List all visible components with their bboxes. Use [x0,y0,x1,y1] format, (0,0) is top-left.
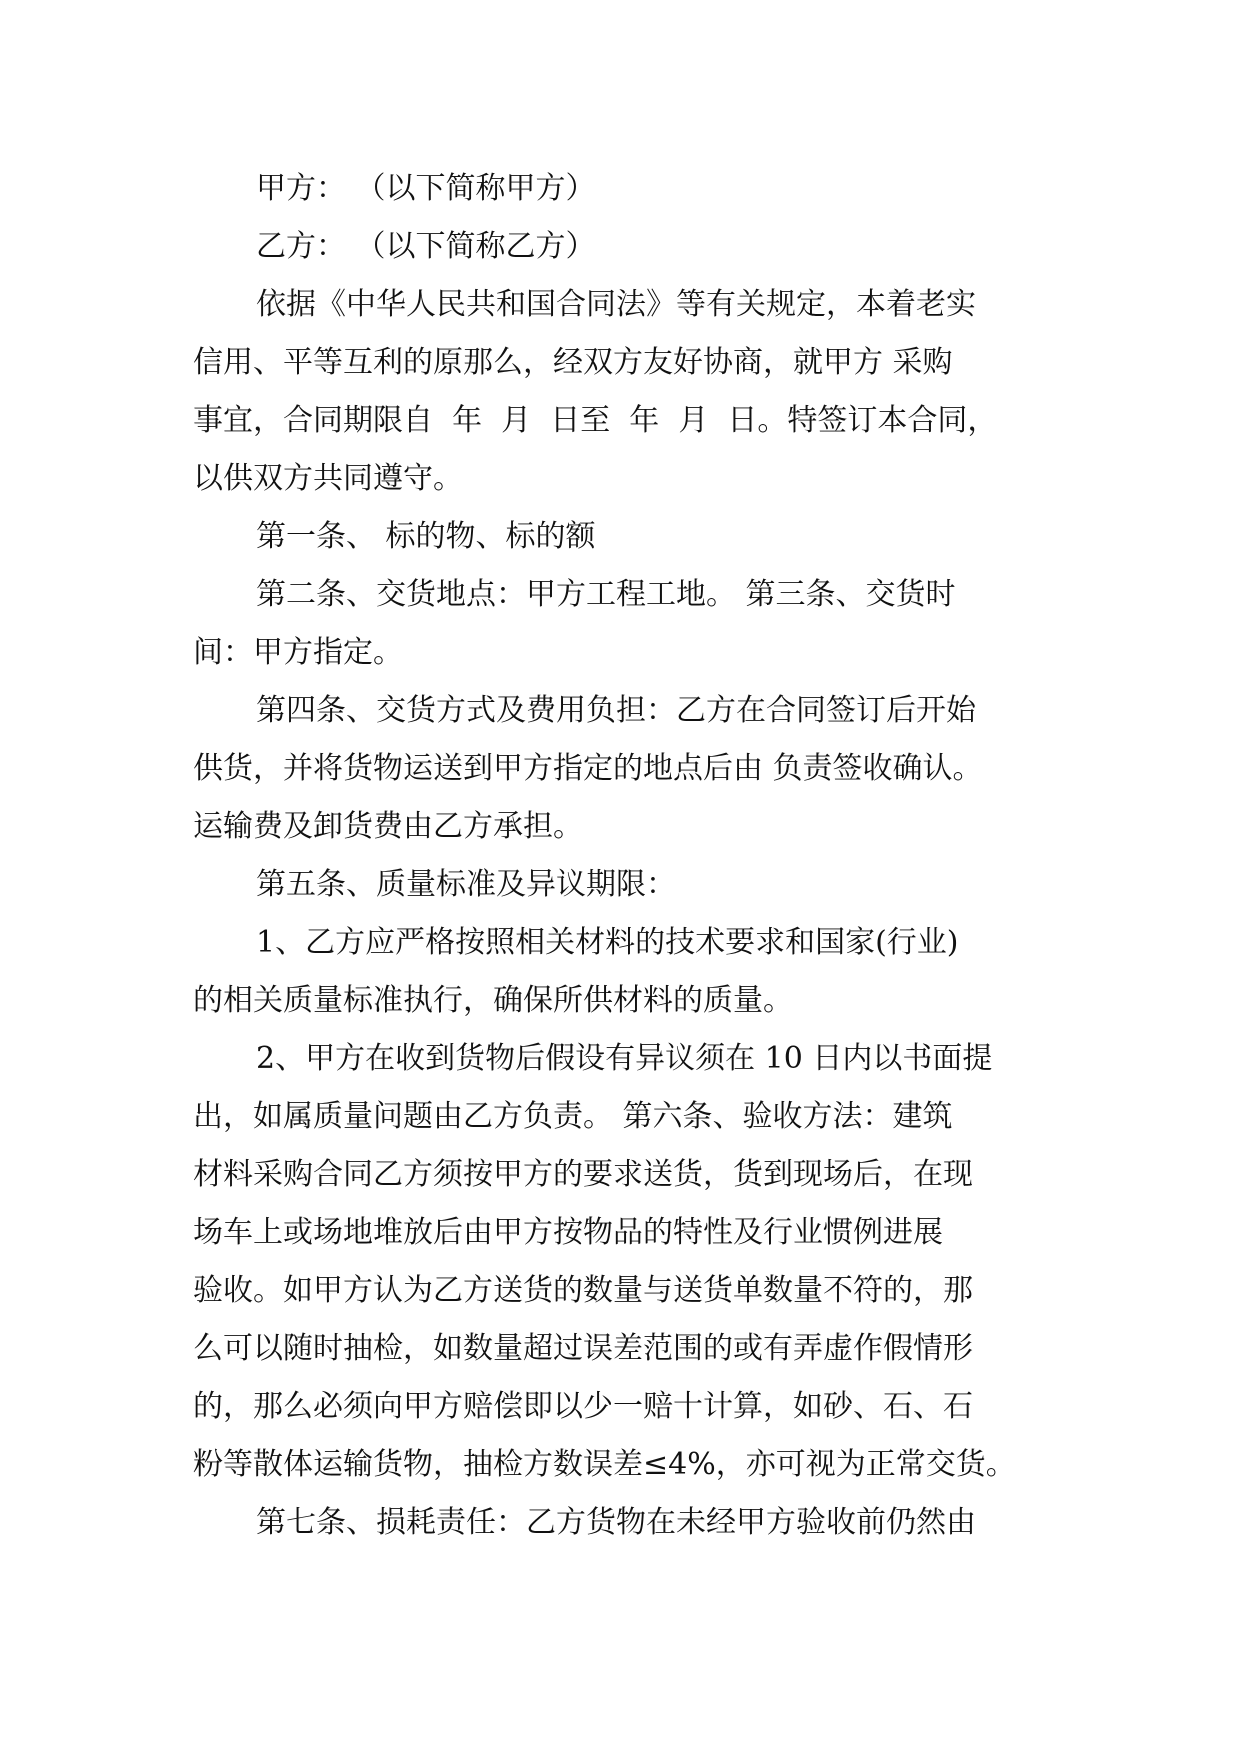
article-6-line-7: 粉等散体运输货物，抽检方数误差≤4%，亦可视为正常交货。 [193,1447,1016,1482]
preamble-line-3: 事宜，合同期限自 年 月 日至 年 月 日。特签订本合同， [193,403,998,438]
preamble-line-4: 以供双方共同遵守。 [193,461,463,496]
article-6-line-1: 出，如属质量问题由乙方负责。 第六条、验收方法：建筑 [193,1099,953,1134]
article-1-line: 第一条、 标的物、标的额 [256,519,596,554]
article-6-line-2: 材料采购合同乙方须按甲方的要求送货，货到现场后，在现 [193,1157,973,1192]
preamble-line-2: 信用、平等互利的原那么，经双方友好协商，就甲方 采购 [193,345,953,380]
article-6-line-6: 的，那么必须向甲方赔偿即以少一赔十计算，如砂、石、石 [193,1389,973,1424]
article-7-line-1: 第七条、损耗责任：乙方货物在未经甲方验收前仍然由 [256,1505,976,1540]
article-5-item-2-line-1: 2、甲方在收到货物后假设有异议须在 10 日内以书面提 [256,1041,993,1076]
article-6-line-3: 场车上或场地堆放后由甲方按物品的特性及行业惯例进展 [193,1215,943,1250]
article-2-line-1: 第二条、交货地点：甲方工程工地。 第三条、交货时 [256,577,956,612]
article-4-line-2: 供货，并将货物运送到甲方指定的地点后由 负责签收确认。 [193,751,983,786]
preamble-line-1: 依据《中华人民共和国合同法》等有关规定，本着老实 [256,287,976,322]
article-3-line-2: 间：甲方指定。 [193,635,403,670]
article-4-line-3: 运输费及卸货费由乙方承担。 [193,809,583,844]
article-4-line-1: 第四条、交货方式及费用负担：乙方在合同签订后开始 [256,693,976,728]
article-6-line-5: 么可以随时抽检，如数量超过误差范围的或有弄虚作假情形 [193,1331,973,1366]
article-6-line-4: 验收。如甲方认为乙方送货的数量与送货单数量不符的，那 [193,1273,973,1308]
party-b-line: 乙方： （以下简称乙方） [256,229,596,264]
article-5-item-1-line-2: 的相关质量标准执行，确保所供材料的质量。 [193,983,793,1018]
contract-body [193,160,1053,1552]
article-5-item-1-line-1: 1、乙方应严格按照相关材料的技术要求和国家(行业) [256,925,959,960]
article-5-heading: 第五条、质量标准及异议期限： [256,867,676,902]
party-a-line: 甲方： （以下简称甲方） [256,171,596,206]
